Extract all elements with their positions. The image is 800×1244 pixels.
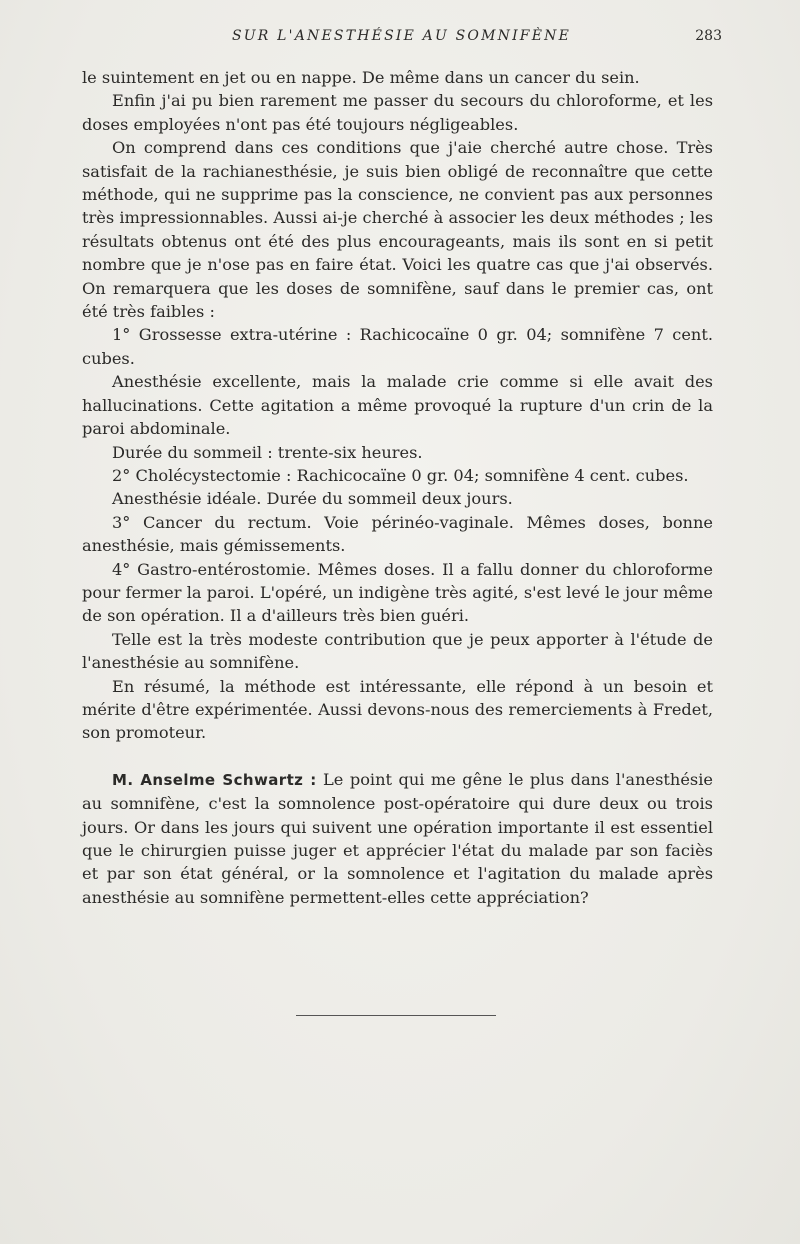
- paragraph-contribution: Telle est la très modeste contribution que je peux apporter à l'étude de l'anesthésie au somnifène.: [82, 629, 713, 673]
- page-number: 283: [695, 28, 722, 44]
- case-4: 4° Gastro-entérostomie. Mêmes doses. Il a fallu donner du chloroforme pour fermer la paroi. L'opéré, un indigène très agité, s'est levé le jour même de son opération. Il a d'ailleurs très bien guéri.: [82, 559, 713, 626]
- case-1-title: 1° Grossesse extra-utérine : Rachicocaïne 0 gr. 04; somnifène 7 cent. cubes.: [82, 325, 713, 368]
- paragraph-continuation: le suintement en jet ou en nappe. De même dans un cancer du sein.: [82, 68, 640, 87]
- paragraph-methods: On comprend dans ces conditions que j'aie cherché autre chose. Très satisfait de la rachianesthésie, je suis bien obligé de reconnaître que cette méthode, qui ne supprime pas la conscience, ne convient pas aux personnes très impressionnables. Aussi ai-je cherché à associer les deux méthodes ; les résultats obtenus ont été des plus encourageants, mais ils sont en si petit nombre que je n'ose pas en faire état. Voici les quatre cas que j'ai observés. On remarquera que les doses de somnifène, sauf dans le premier cas, ont été très faibles :: [82, 138, 713, 322]
- speaker-name: M. Anselme Schwartz :: [112, 770, 317, 789]
- case-2-title: 2° Cholécystectomie : Rachicocaïne 0 gr. 04; somnifène 4 cent. cubes.: [112, 465, 689, 485]
- discussion-paragraph: [82, 768, 713, 909]
- case-2-result: Anesthésie idéale. Durée du sommeil deux jours.: [112, 489, 513, 509]
- case-1-result: Anesthésie excellente, mais la malade crie comme si elle avait des hallucinations. Cette agitation a même provoqué la rupture d'un crin de la paroi abdominale.: [82, 372, 713, 439]
- body-text: [82, 66, 713, 909]
- section-gap: [82, 745, 713, 768]
- discussion-text: Le point qui me gêne le plus dans l'anesthésie au somnifène, c'est la somnolence post-opératoire qui dure deux ou trois jours. Or dans les jours qui suivent une opération importante il est essentiel que le chirurgien puisse juger et apprécier l'état du malade par son faciès et par son état général, or la somnolence et l'agitation du malade après anesthésie au somnifène permettent-elles cette appréciation?: [82, 769, 713, 907]
- case-1-duration: Durée du sommeil : trente-six heures.: [112, 442, 423, 462]
- case-3: 3° Cancer du rectum. Voie périnéo-vaginale. Mêmes doses, bonne anesthésie, mais gémissements.: [82, 512, 713, 556]
- paragraph-chloroforme: Enfin j'ai pu bien rarement me passer du secours du chloroforme, et les doses employées n'ont pas été toujours négligeables.: [82, 91, 713, 134]
- running-title: SUR L'ANESTHÉSIE AU SOMNIFÈNE: [232, 28, 572, 44]
- paragraph-summary: En résumé, la méthode est intéressante, elle répond à un besoin et mérite d'être expérimentée. Aussi devons-nous des remerciements à Fredet, son promoteur.: [82, 676, 713, 743]
- page-header: [82, 28, 722, 50]
- section-end-rule: [296, 1015, 496, 1016]
